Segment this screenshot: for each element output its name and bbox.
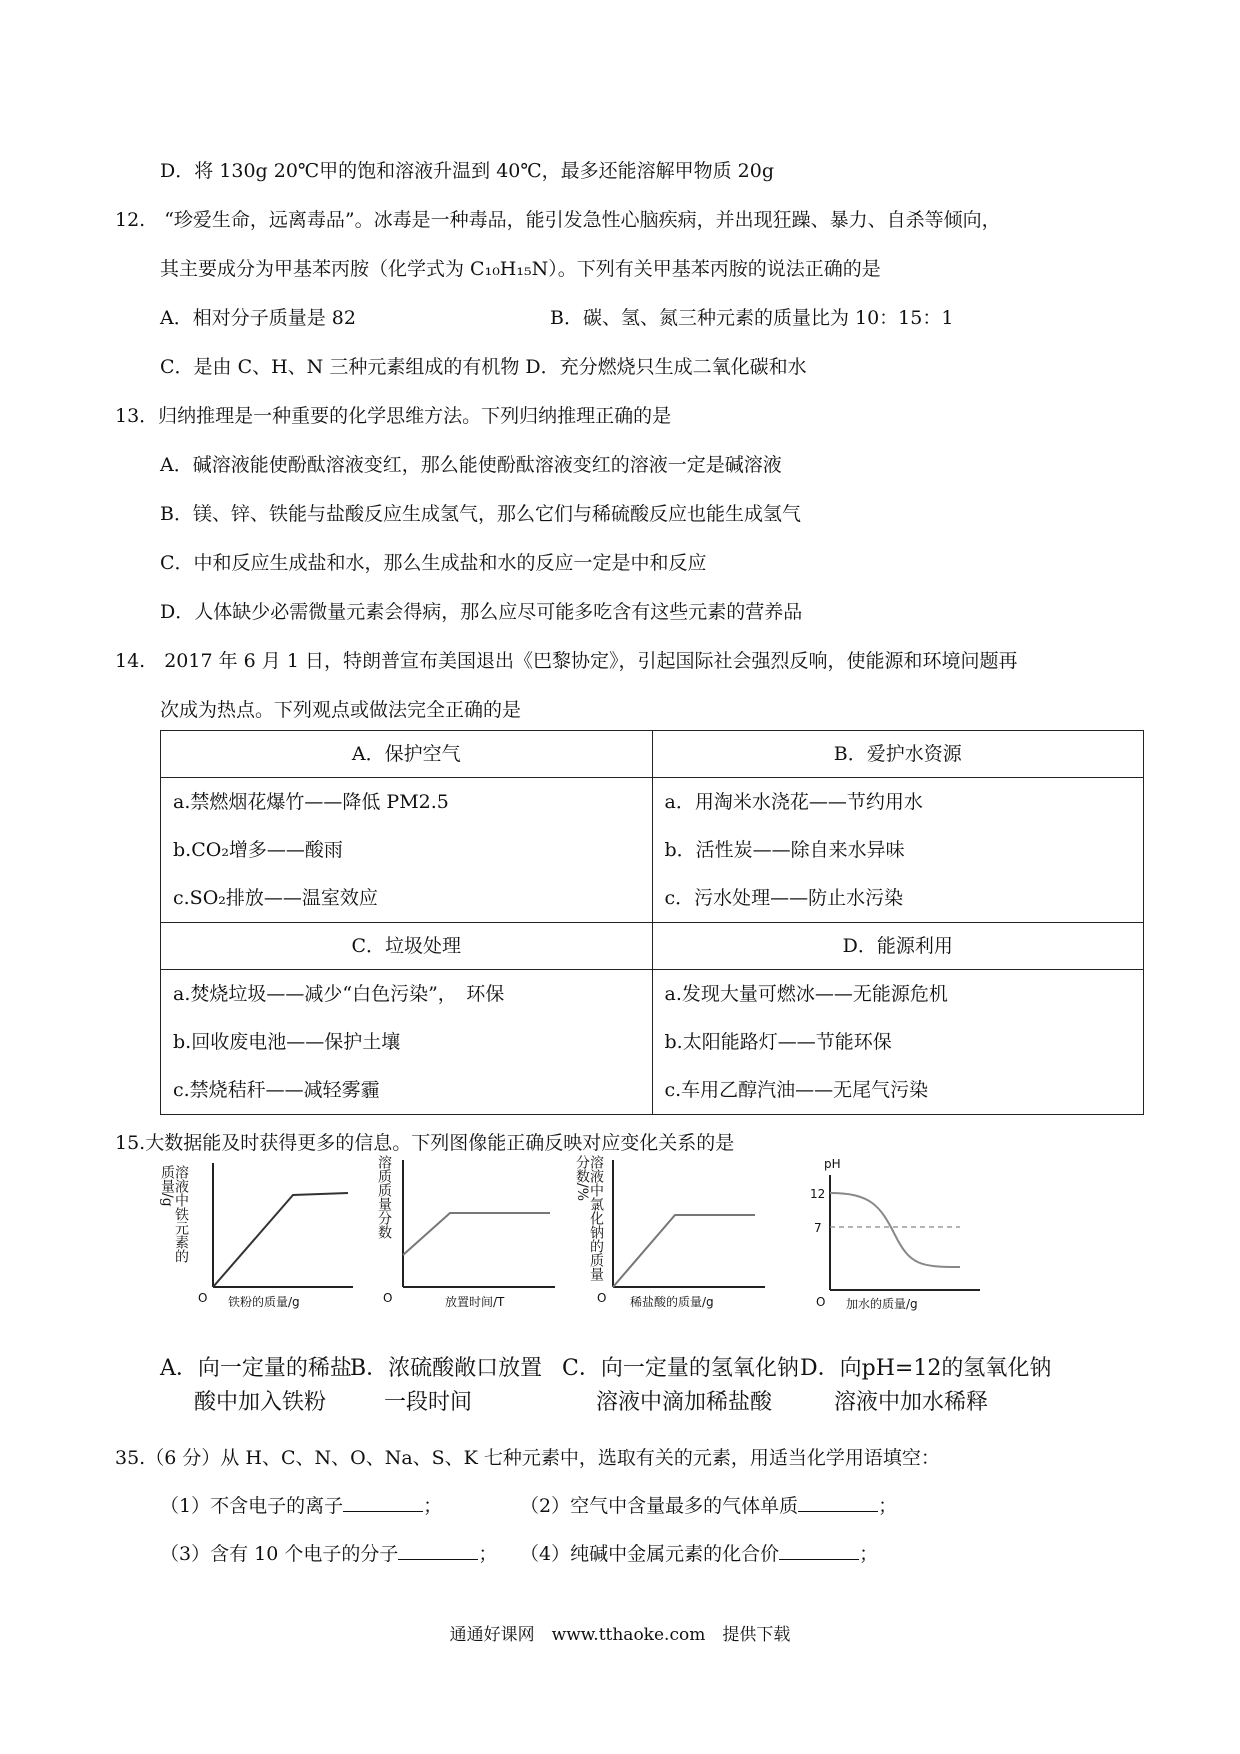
- answer-blank-2[interactable]: [798, 1493, 878, 1512]
- q13-option-d: D．人体缺少必需微量元素会得病，那么应尽可能多吃含有这些元素的营养品: [160, 601, 803, 623]
- graph-b-plot: [375, 1155, 575, 1305]
- page-footer: 通通好课网 www.tthaoke.com 提供下载: [449, 1625, 791, 1645]
- graph-d-tick-7: 7: [814, 1221, 822, 1235]
- caption-line: B．浓硫酸敞口放置: [350, 1356, 543, 1381]
- q13-option-b: B．镁、锌、铁能与盐酸反应生成氢气，那么它们与稀硫酸反应也能生成氢气: [160, 503, 801, 525]
- graph-d-tick-12: 12: [810, 1187, 826, 1201]
- caption-line: C．向一定量的氢氧化钠: [562, 1356, 799, 1381]
- separator: ；: [478, 1543, 498, 1565]
- q13-option-a: A．碱溶液能使酚酞溶液变红，那么能使酚酞溶液变红的溶液一定是碱溶液: [160, 454, 782, 476]
- q12-option-cd: C．是由 C、H、N 三种元素组成的有机物 D．充分燃烧只生成二氧化碳和水: [160, 356, 807, 378]
- separator: ；: [859, 1543, 879, 1565]
- graph-d-ylabel: pH: [824, 1157, 841, 1171]
- q35-part2: [520, 1493, 897, 1519]
- table-item: c．污水处理——防止水污染: [664, 887, 904, 909]
- graph-a-origin: O: [198, 1291, 208, 1305]
- q35-part3-text: （3）含有 10 个电子的分子: [160, 1543, 399, 1565]
- table-item: a.禁燃烟花爆竹——降低 PM2.5: [173, 791, 449, 813]
- caption-line: 一段时间: [384, 1390, 473, 1415]
- q14-stem-line2: 次成为热点。下列观点或做法完全正确的是: [160, 699, 522, 721]
- table-cell-b: [652, 778, 1144, 923]
- caption-line: 酸中加入铁粉: [194, 1390, 327, 1415]
- graph-c: [574, 1155, 775, 1309]
- graph-d-plot: [810, 1155, 1010, 1305]
- graph-b: [375, 1155, 575, 1309]
- table-item: b．活性炭——除自来水异味: [664, 839, 905, 861]
- q12-stem-line2: 其主要成分为甲基苯丙胺（化学式为 C₁₀H₁₅N）。下列有关甲基苯丙胺的说法正确的是: [160, 258, 881, 280]
- graph-c-origin: O: [597, 1291, 607, 1305]
- q35-stem: 35.（6 分）从 H、C、N、O、Na、S、K 七种元素中，选取有关的元素，用适当化学用语填空：: [115, 1447, 940, 1469]
- answer-blank-4[interactable]: [779, 1541, 859, 1560]
- q12-option-a: A．相对分子质量是 82: [160, 307, 356, 329]
- q11-option-d: D．将 130g 20℃甲的饱和溶液升温到 40℃，最多还能溶解甲物质 20g: [160, 160, 775, 182]
- q35-part2-text: （2）空气中含量最多的气体单质: [520, 1495, 799, 1517]
- caption-line: D．向pH=12的氢氧化钠: [800, 1356, 1052, 1381]
- q35-part1: [160, 1493, 442, 1519]
- graph-c-ylabel: 溶液中氯化钠的质量分数/%: [574, 1155, 604, 1281]
- table-cell-c: [161, 970, 653, 1115]
- graph-b-caption: [350, 1352, 542, 1420]
- q35-part4-text: （4）纯碱中金属元素的化合价: [520, 1543, 780, 1565]
- answer-blank-1[interactable]: [343, 1493, 423, 1512]
- q12-stem-line1: 12. “珍爱生命，远离毒品”。冰毒是一种毒品，能引发急性心脑疾病，并出现狂躁、暴力、自杀等倾向，: [115, 209, 1001, 231]
- caption-line: 溶液中加水稀释: [834, 1390, 989, 1415]
- graph-b-origin: O: [383, 1291, 393, 1305]
- graph-d-origin: O: [816, 1295, 826, 1309]
- separator: ；: [878, 1495, 898, 1517]
- table-head-a: A．保护空气: [161, 731, 653, 778]
- q14-stem-line1: 14. 2017 年 6 月 1 日，特朗普宣布美国退出《巴黎协定》，引起国际社会强烈反响，使能源和环境问题再: [115, 650, 1018, 672]
- q14-options-table: [160, 730, 1144, 1115]
- answer-blank-3[interactable]: [398, 1541, 478, 1560]
- separator: ；: [423, 1495, 443, 1517]
- graph-c-plot: [575, 1155, 775, 1305]
- table-head-c: C．垃圾处理: [161, 923, 653, 970]
- table-cell-a: [161, 778, 653, 923]
- table-item: a.发现大量可燃冰——无能源危机: [664, 983, 948, 1005]
- table-item: a.焚烧垃圾——减少“白色污染”， 环保: [173, 983, 505, 1005]
- q12-option-b: B．碳、氢、氮三种元素的质量比为 10：15：1: [550, 307, 954, 329]
- table-head-d: D．能源利用: [652, 923, 1144, 970]
- q35-part4: [520, 1541, 878, 1567]
- graph-c-xlabel: 稀盐酸的质量/g: [630, 1295, 714, 1309]
- graph-a-caption: [160, 1352, 352, 1420]
- table-item: b.回收废电池——保护土壤: [173, 1031, 401, 1053]
- graph-a-xlabel: 铁粉的质量/g: [228, 1295, 300, 1309]
- q13-stem: 13．归纳推理是一种重要的化学思维方法。下列归纳推理正确的是: [115, 405, 672, 427]
- table-cell-d: [652, 970, 1144, 1115]
- graph-d: [810, 1155, 1010, 1311]
- graph-a-ylabel: 溶液中铁元素的质量/g: [159, 1165, 189, 1263]
- table-item: c.车用乙醇汽油——无尾气污染: [664, 1079, 929, 1101]
- graph-d-xlabel: 加水的质量/g: [846, 1297, 918, 1311]
- q35-part3: [160, 1541, 497, 1567]
- table-head-b: B．爱护水资源: [652, 731, 1144, 778]
- graph-a: [158, 1155, 358, 1309]
- graph-c-caption: [562, 1352, 799, 1420]
- q35-part1-text: （1）不含电子的离子: [160, 1495, 344, 1517]
- graph-d-caption: [800, 1352, 1051, 1420]
- graph-b-curve: [403, 1213, 550, 1255]
- q13-option-c: C．中和反应生成盐和水，那么生成盐和水的反应一定是中和反应: [160, 552, 707, 574]
- graph-c-curve: [613, 1215, 755, 1287]
- graph-a-curve: [213, 1193, 348, 1287]
- q15-stem: 15.大数据能及时获得更多的信息。下列图像能正确反映对应变化关系的是: [115, 1132, 735, 1154]
- graph-d-curve: [830, 1193, 960, 1267]
- table-item: b.太阳能路灯——节能环保: [664, 1031, 892, 1053]
- graph-b-xlabel: 放置时间/T: [445, 1295, 505, 1309]
- table-item: b.CO₂增多——酸雨: [173, 839, 343, 861]
- graph-a-plot: [158, 1155, 358, 1305]
- table-item: c.禁烧秸秆——减轻雾霾: [173, 1079, 380, 1101]
- caption-line: A．向一定量的稀盐: [160, 1356, 352, 1381]
- caption-line: 溶液中滴加稀盐酸: [596, 1390, 773, 1415]
- table-item: a．用淘米水浇花——节约用水: [664, 791, 923, 813]
- table-item: c.SO₂排放——温室效应: [173, 887, 378, 909]
- graph-b-ylabel: 溶质质量分数: [376, 1155, 392, 1239]
